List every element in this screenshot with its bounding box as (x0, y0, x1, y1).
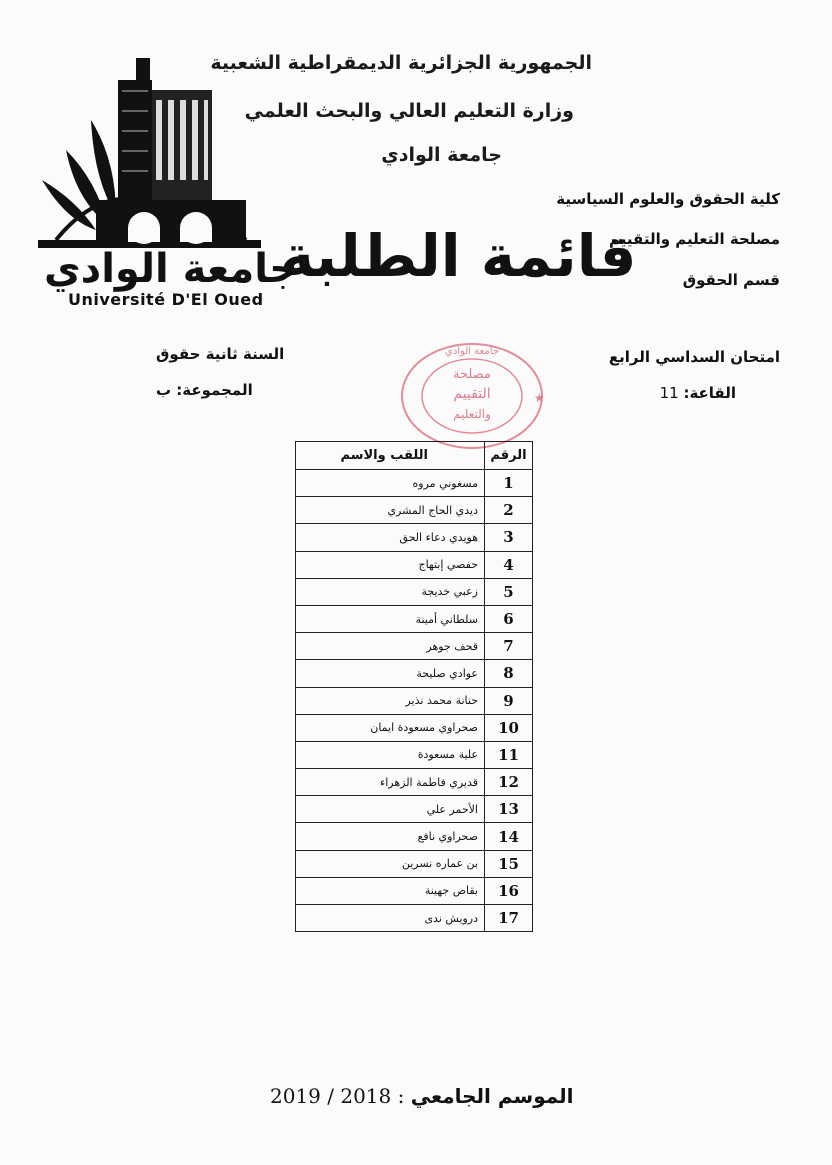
row-number: 13 (485, 796, 533, 823)
service-label: مصلحة التعليم والتقييم (609, 230, 780, 248)
students-table-body (296, 470, 533, 932)
room-label: القاعة: (683, 384, 736, 402)
table-row (296, 823, 533, 850)
row-number: 10 (485, 714, 533, 741)
room-value: 11 (659, 384, 679, 402)
row-student-name: قديري فاطمة الزهراء (296, 769, 485, 796)
table-row (296, 796, 533, 823)
row-student-name: سلطاني أمينة (296, 605, 485, 632)
header-number: الرقم (485, 442, 533, 470)
row-number: 5 (485, 578, 533, 605)
faculty-label: كلية الحقوق والعلوم السياسية (556, 190, 780, 208)
row-student-name: صحراوي نافع (296, 823, 485, 850)
row-number: 2 (485, 497, 533, 524)
table-row (296, 905, 533, 932)
table-row (296, 578, 533, 605)
table-header-row (296, 442, 533, 470)
row-number: 7 (485, 633, 533, 660)
stamp-line2: التقييم (453, 386, 491, 402)
table-row (296, 850, 533, 877)
year-label: السنة ثانية حقوق (156, 345, 285, 363)
row-number: 3 (485, 524, 533, 551)
ministry-heading: وزارة التعليم العالي والبحث العلمي (244, 100, 574, 122)
row-student-name: بقاص جهينة (296, 877, 485, 904)
row-number: 12 (485, 769, 533, 796)
row-number: 4 (485, 551, 533, 578)
logo-french-text: Université D'El Oued (68, 290, 264, 309)
row-student-name: علية مسعودة (296, 741, 485, 768)
row-student-name: حفصي إبتهاج (296, 551, 485, 578)
row-number: 8 (485, 660, 533, 687)
table-row (296, 524, 533, 551)
university-heading: جامعة الوادي (381, 144, 502, 166)
row-student-name: ديدي الحاج المشري (296, 497, 485, 524)
row-student-name: قحف جوهر (296, 633, 485, 660)
row-number: 1 (485, 470, 533, 497)
header-name: اللقب والاسم (296, 442, 485, 470)
row-number: 17 (485, 905, 533, 932)
row-student-name: درويش ندى (296, 905, 485, 932)
row-number: 16 (485, 877, 533, 904)
season-label: الموسم الجامعي (410, 1084, 574, 1108)
row-number: 15 (485, 850, 533, 877)
stamp-star-icon: ★ (534, 391, 545, 405)
table-row (296, 687, 533, 714)
season-value: 2019 / 2018 : (270, 1084, 405, 1108)
exam-label: امتحان السداسي الرابع (608, 348, 780, 366)
table-row (296, 769, 533, 796)
stamp-line1: مصلحة (453, 367, 491, 382)
stamp-ring-text: جامعة الوادي (445, 346, 499, 357)
row-number: 11 (485, 741, 533, 768)
table-row (296, 741, 533, 768)
row-number: 6 (485, 605, 533, 632)
stamp-line3: والتعليم (453, 407, 491, 421)
academic-season (270, 1084, 574, 1108)
row-student-name: بن عماره نسرين (296, 850, 485, 877)
department-label: قسم الحقوق (682, 271, 780, 289)
room-info (660, 384, 736, 402)
group-label: المجموعة: ب (156, 381, 253, 399)
table-row (296, 660, 533, 687)
table-row (296, 714, 533, 741)
row-student-name: هويدي دعاء الحق (296, 524, 485, 551)
page-title: قائمة الطلبة (280, 222, 637, 290)
table-row (296, 470, 533, 497)
official-stamp (394, 340, 550, 452)
row-number: 14 (485, 823, 533, 850)
row-student-name: حنانة محمد نذير (296, 687, 485, 714)
table-row (296, 551, 533, 578)
row-number: 9 (485, 687, 533, 714)
table-row (296, 497, 533, 524)
logo-arabic-text: جامعة الوادي (44, 246, 299, 292)
row-student-name: صحراوي مسعودة ايمان (296, 714, 485, 741)
row-student-name: الأحمر علي (296, 796, 485, 823)
republic-heading: الجمهورية الجزائرية الديمقراطية الشعبية (210, 52, 592, 74)
students-table (295, 441, 533, 932)
row-student-name: مسغوني مروه (296, 470, 485, 497)
table-row (296, 633, 533, 660)
row-student-name: زعبي خديجة (296, 578, 485, 605)
row-student-name: عوادي صليحة (296, 660, 485, 687)
table-row (296, 877, 533, 904)
table-row (296, 605, 533, 632)
